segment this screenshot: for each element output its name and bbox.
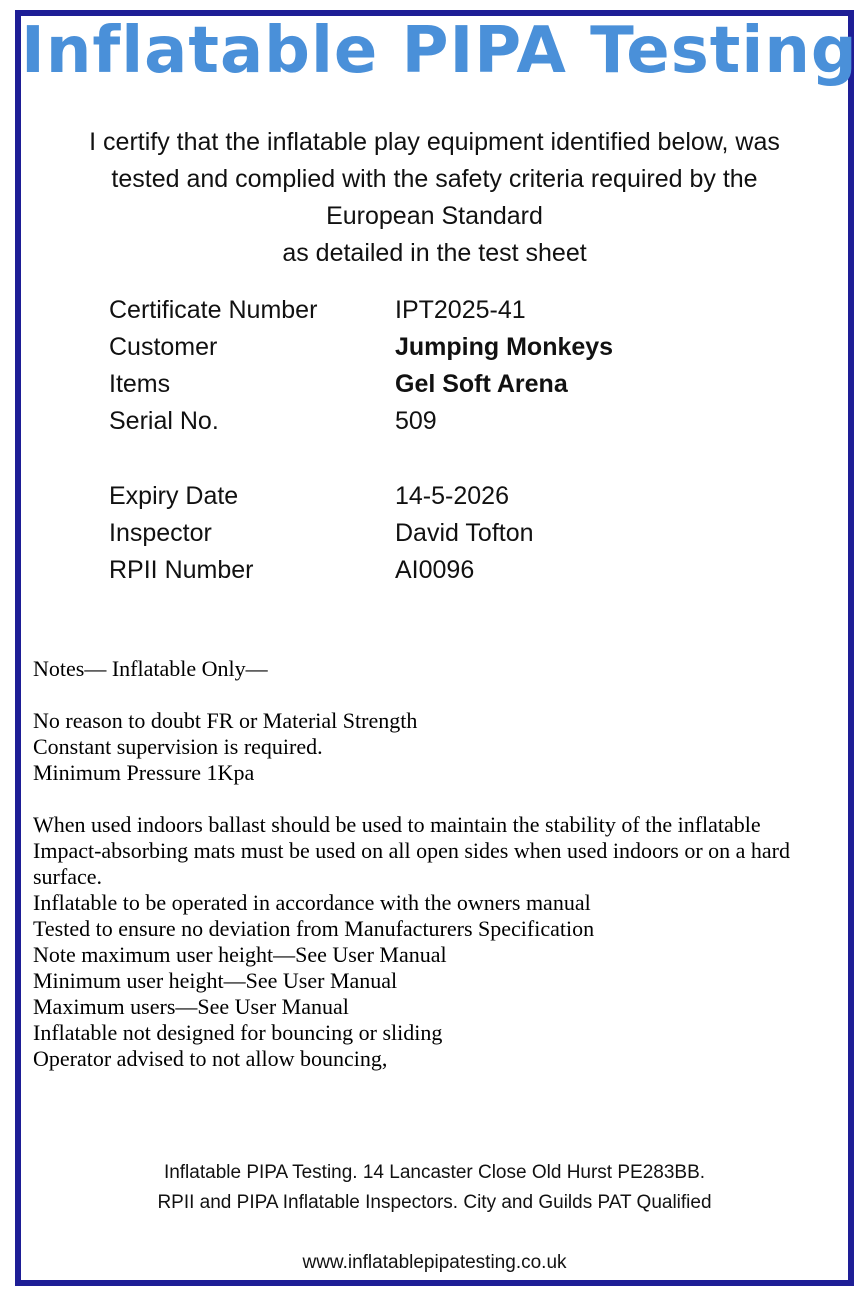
note-line: Tested to ensure no deviation from Manufacturers Specification — [33, 916, 595, 941]
note-line: Maximum users—See User Manual — [33, 994, 349, 1019]
certificate-number-label: Certificate Number — [109, 296, 318, 324]
note-line: Operator advised to not allow bouncing, — [33, 1046, 388, 1071]
note-line: Minimum Pressure 1Kpa — [33, 760, 255, 785]
footer-website-link[interactable]: www.inflatablepipatesting.co.uk — [302, 1252, 567, 1273]
note-line: Inflatable not designed for bouncing or sliding — [33, 1020, 443, 1045]
serial-no-row — [109, 403, 613, 440]
expiry-date-label: Expiry Date — [109, 482, 239, 510]
items-label: Items — [109, 370, 171, 398]
inspector-row — [109, 515, 613, 552]
details-spacer — [109, 440, 613, 478]
footer — [21, 1158, 848, 1278]
serial-no-value: 509 — [395, 407, 437, 435]
certificate — [15, 10, 858, 1286]
inspector-value: David Tofton — [395, 519, 534, 547]
notes-heading: Notes— Inflatable Only— — [33, 656, 268, 681]
rpii-number-value: AI0096 — [395, 556, 475, 584]
certificate-number-value: IPT2025-41 — [395, 296, 526, 324]
certificate-title: Inflatable PIPA Testing — [21, 14, 858, 88]
certificate-details — [109, 292, 613, 589]
expiry-date-row — [109, 478, 613, 515]
note-line: When used indoors ballast should be used to maintain the stability of the inflatable — [33, 812, 761, 837]
note-line: Constant supervision is required. — [33, 734, 323, 759]
rpii-number-label: RPII Number — [109, 556, 254, 584]
footer-address: Inflatable PIPA Testing. 14 Lancaster Close Old Hurst PE283BB. — [163, 1162, 706, 1183]
customer-label: Customer — [109, 333, 218, 361]
serial-no-label: Serial No. — [109, 407, 219, 435]
statement-line: I certify that the inflatable play equipment identified below, was — [89, 128, 780, 156]
note-line: No reason to doubt FR or Material Strength — [33, 708, 418, 733]
note-line: Inflatable to be operated in accordance with the owners manual — [33, 890, 591, 915]
statement-line: tested and complied with the safety criteria required by the — [111, 165, 758, 193]
notes-group — [33, 812, 842, 1072]
notes-group — [33, 708, 842, 786]
inspector-label: Inspector — [109, 519, 212, 547]
certification-statement — [21, 124, 848, 272]
customer-value: Jumping Monkeys — [395, 333, 614, 361]
footer-qualifications: RPII and PIPA Inflatable Inspectors. City and Guilds PAT Qualified — [157, 1192, 712, 1213]
rpii-number-row — [109, 552, 613, 589]
certificate-number-row — [109, 292, 613, 329]
expiry-date-value: 14-5-2026 — [395, 482, 509, 510]
items-value: Gel Soft Arena — [395, 370, 568, 398]
note-line: Minimum user height—See User Manual — [33, 968, 398, 993]
note-line: Note maximum user height—See User Manual — [33, 942, 447, 967]
note-line: Impact-absorbing mats must be used on all open sides when used indoors or on a hard surface. — [33, 838, 791, 889]
items-row — [109, 366, 613, 403]
statement-line: as detailed in the test sheet — [282, 239, 587, 267]
customer-row — [109, 329, 613, 366]
notes-section — [33, 656, 842, 1072]
statement-line: European Standard — [326, 202, 543, 230]
